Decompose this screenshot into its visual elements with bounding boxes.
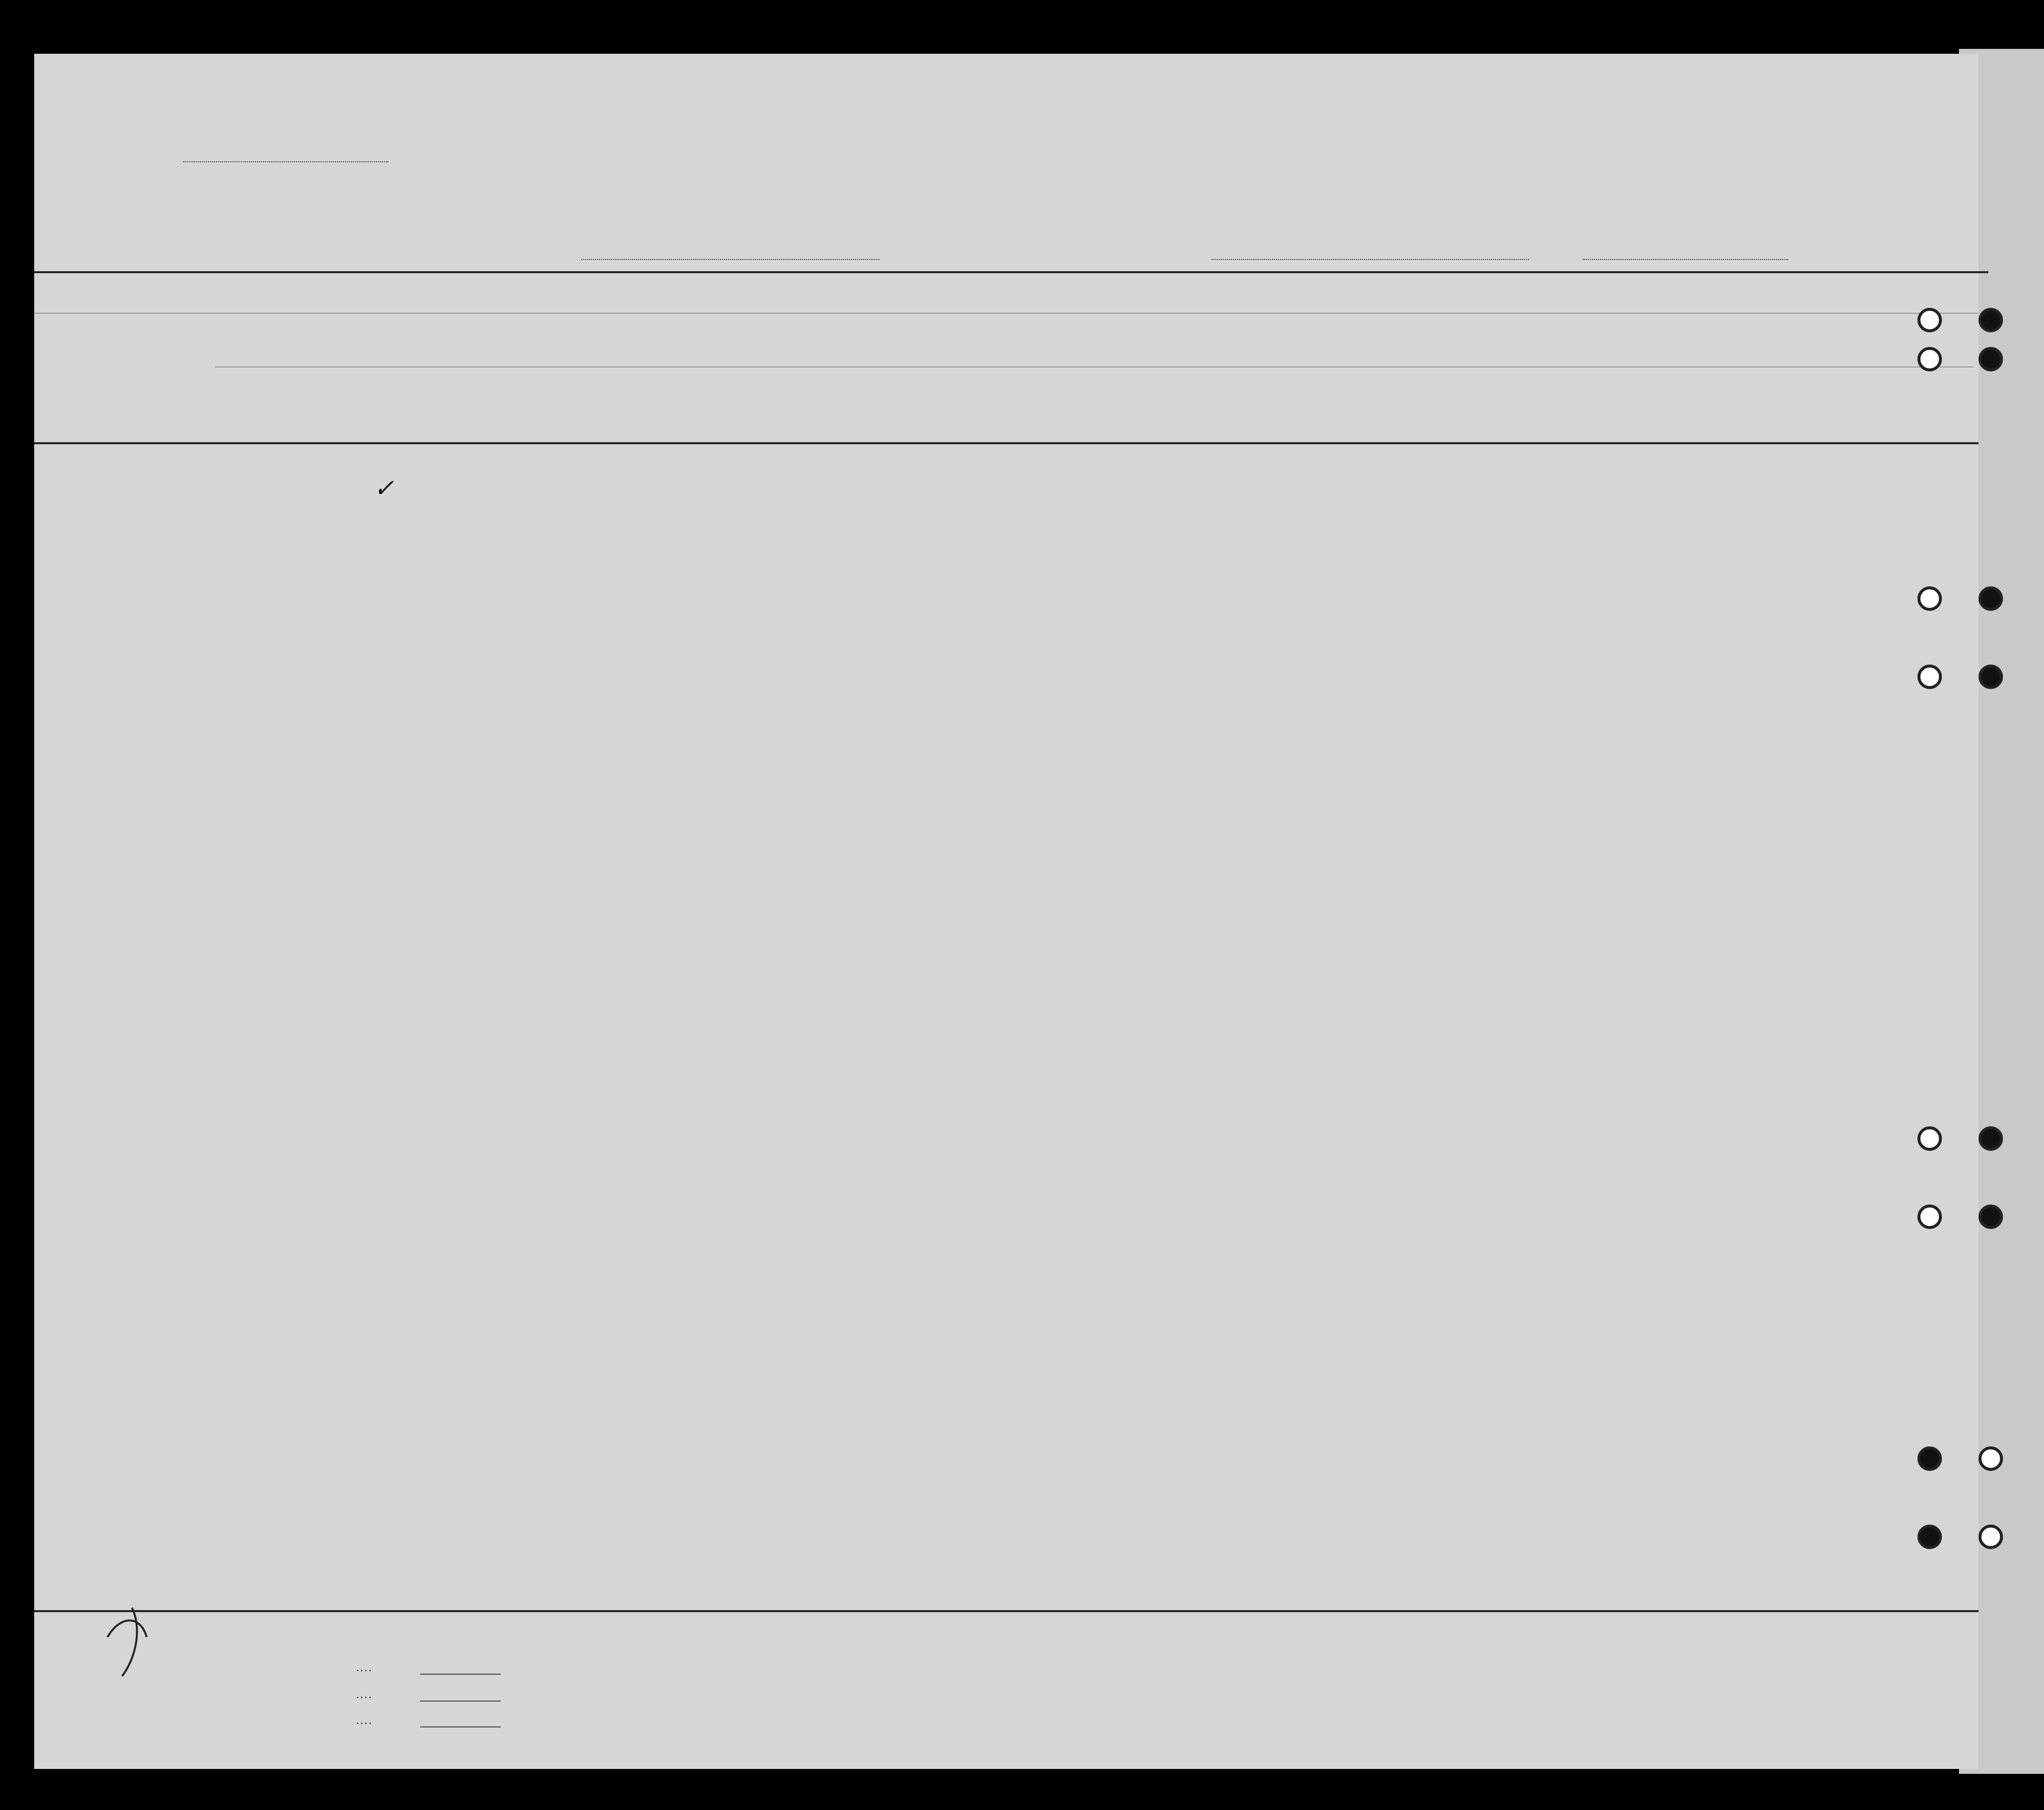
- footer-aliens-line: [420, 1726, 501, 1727]
- binder-hole: [1917, 1446, 1942, 1471]
- handwritten-mark: [78, 1598, 195, 1686]
- binder-hole: [1917, 586, 1942, 611]
- table-bottom-rule: [34, 1610, 1979, 1612]
- subheader-rule: [215, 366, 1974, 367]
- check-mark-family: ✓: [374, 474, 394, 502]
- date-underline: [1583, 259, 1788, 260]
- footer-total-dots: . . . .: [357, 1664, 371, 1673]
- binder-hole: [1979, 1205, 2003, 1229]
- colnum-rule: [34, 313, 1979, 314]
- ship-underline: [581, 259, 879, 260]
- binder-hole: [1917, 347, 1942, 371]
- list-underline: [183, 161, 388, 162]
- binder-hole: [1917, 1126, 1942, 1151]
- table-top-rule: [34, 271, 1988, 273]
- footer-total-line: [420, 1674, 501, 1675]
- manifest-sheet: [34, 54, 1979, 1769]
- binder-hole: [1917, 665, 1942, 689]
- binder-hole: [1979, 665, 2003, 689]
- binder-hole: [1979, 1525, 2003, 1549]
- header-bottom-rule: [34, 442, 1979, 444]
- binder-hole: [1979, 1446, 2003, 1471]
- binder-hole: [1979, 308, 2003, 332]
- footer-aliens-dots: . . . .: [357, 1717, 371, 1726]
- binder-hole: [1979, 586, 2003, 611]
- footer-citizens-dots: . . . .: [357, 1691, 371, 1700]
- footer-citizens-line: [420, 1701, 501, 1702]
- binder-hole: [1979, 347, 2003, 371]
- port-underline: [1212, 259, 1529, 260]
- binder-hole: [1917, 1205, 1942, 1229]
- binder-hole: [1917, 1525, 1942, 1549]
- binder-hole: [1917, 308, 1942, 332]
- binder-hole: [1979, 1126, 2003, 1151]
